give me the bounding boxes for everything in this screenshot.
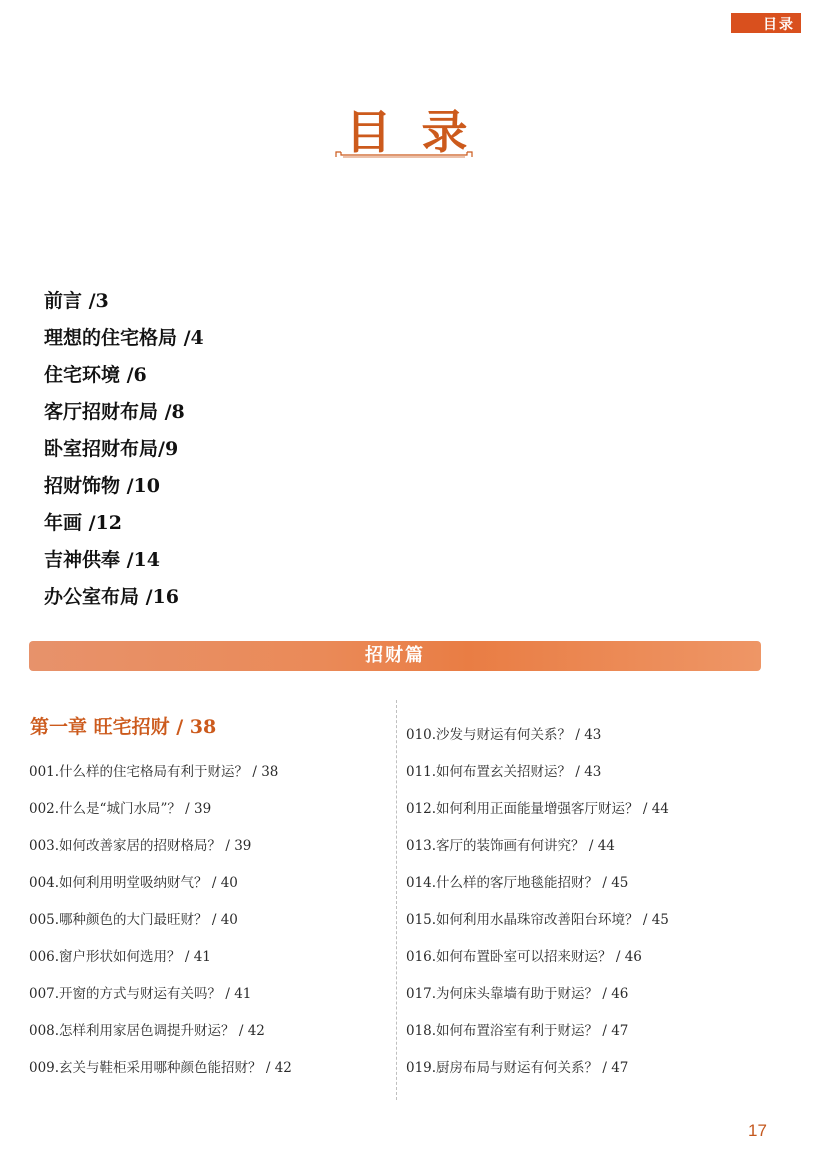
toc-item[interactable]: 住宅环境 /6 [44,364,147,386]
toc-list [44,283,204,616]
question-item[interactable]: 009.玄关与鞋柜采用哪种颜色能招财？ / 42 [29,1060,292,1076]
question-item[interactable]: 019.厨房布局与财运有何关系？ / 47 [406,1060,629,1076]
question-item[interactable]: 005.哪种颜色的大门最旺财？ / 40 [29,912,238,928]
question-item[interactable]: 007.开窗的方式与财运有关吗？ / 41 [29,986,252,1002]
toc-item[interactable]: 年画 /12 [44,512,122,534]
corner-tag-label: 目录 [763,17,795,33]
question-item[interactable]: 015.如何利用水晶珠帘改善阳台环境？ / 45 [406,912,669,928]
toc-item[interactable]: 吉神供奉 /14 [44,549,160,571]
question-list-left [29,761,292,1094]
question-item[interactable]: 012.如何利用正面能量增强客厅财运？ / 44 [406,801,669,817]
chapter-heading[interactable]: 第一章 旺宅招财 / 38 [30,716,217,738]
page-number: 17 [748,1121,767,1140]
toc-item[interactable]: 客厅招财布局 /8 [44,401,185,423]
toc-item[interactable]: 办公室布局 /16 [44,586,179,608]
page-title: 目录 [345,105,498,159]
section-banner [29,641,761,671]
question-item[interactable]: 013.客厅的装饰画有何讲究？ / 44 [406,838,615,854]
question-item[interactable]: 006.窗户形状如何选用？ / 41 [29,949,211,965]
question-item[interactable]: 002.什么是“城门水局”？ / 39 [29,801,212,817]
toc-item[interactable]: 卧室招财布局/9 [44,438,179,460]
toc-item[interactable]: 理想的住宅格局 /4 [44,327,204,349]
question-item[interactable]: 010.沙发与财运有何关系？ / 43 [406,727,602,743]
question-item[interactable]: 001.什么样的住宅格局有利于财运？ / 38 [29,764,279,780]
question-item[interactable]: 008.怎样利用家居色调提升财运？ / 42 [29,1023,265,1039]
question-item[interactable]: 016.如何布置卧室可以招来财运？ / 46 [406,949,642,965]
toc-item[interactable]: 前言 /3 [44,290,109,312]
question-item[interactable]: 011.如何布置玄关招财运？ / 43 [406,764,602,780]
corner-section-tag [731,13,801,33]
question-item[interactable]: 003.如何改善家居的招财格局？ / 39 [29,838,252,854]
question-item[interactable]: 017.为何床头靠墙有助于财运？ / 46 [406,986,629,1002]
question-list-right [406,724,669,1094]
column-divider [396,700,397,1100]
section-banner-label: 招财篇 [365,645,425,666]
question-item[interactable]: 004.如何利用明堂吸纳财气？ / 40 [29,875,238,891]
toc-item[interactable]: 招财饰物 /10 [44,475,160,497]
title-ornament-icon [335,150,473,158]
question-item[interactable]: 014.什么样的客厅地毯能招财？ / 45 [406,875,629,891]
question-item[interactable]: 018.如何布置浴室有利于财运？ / 47 [406,1023,629,1039]
